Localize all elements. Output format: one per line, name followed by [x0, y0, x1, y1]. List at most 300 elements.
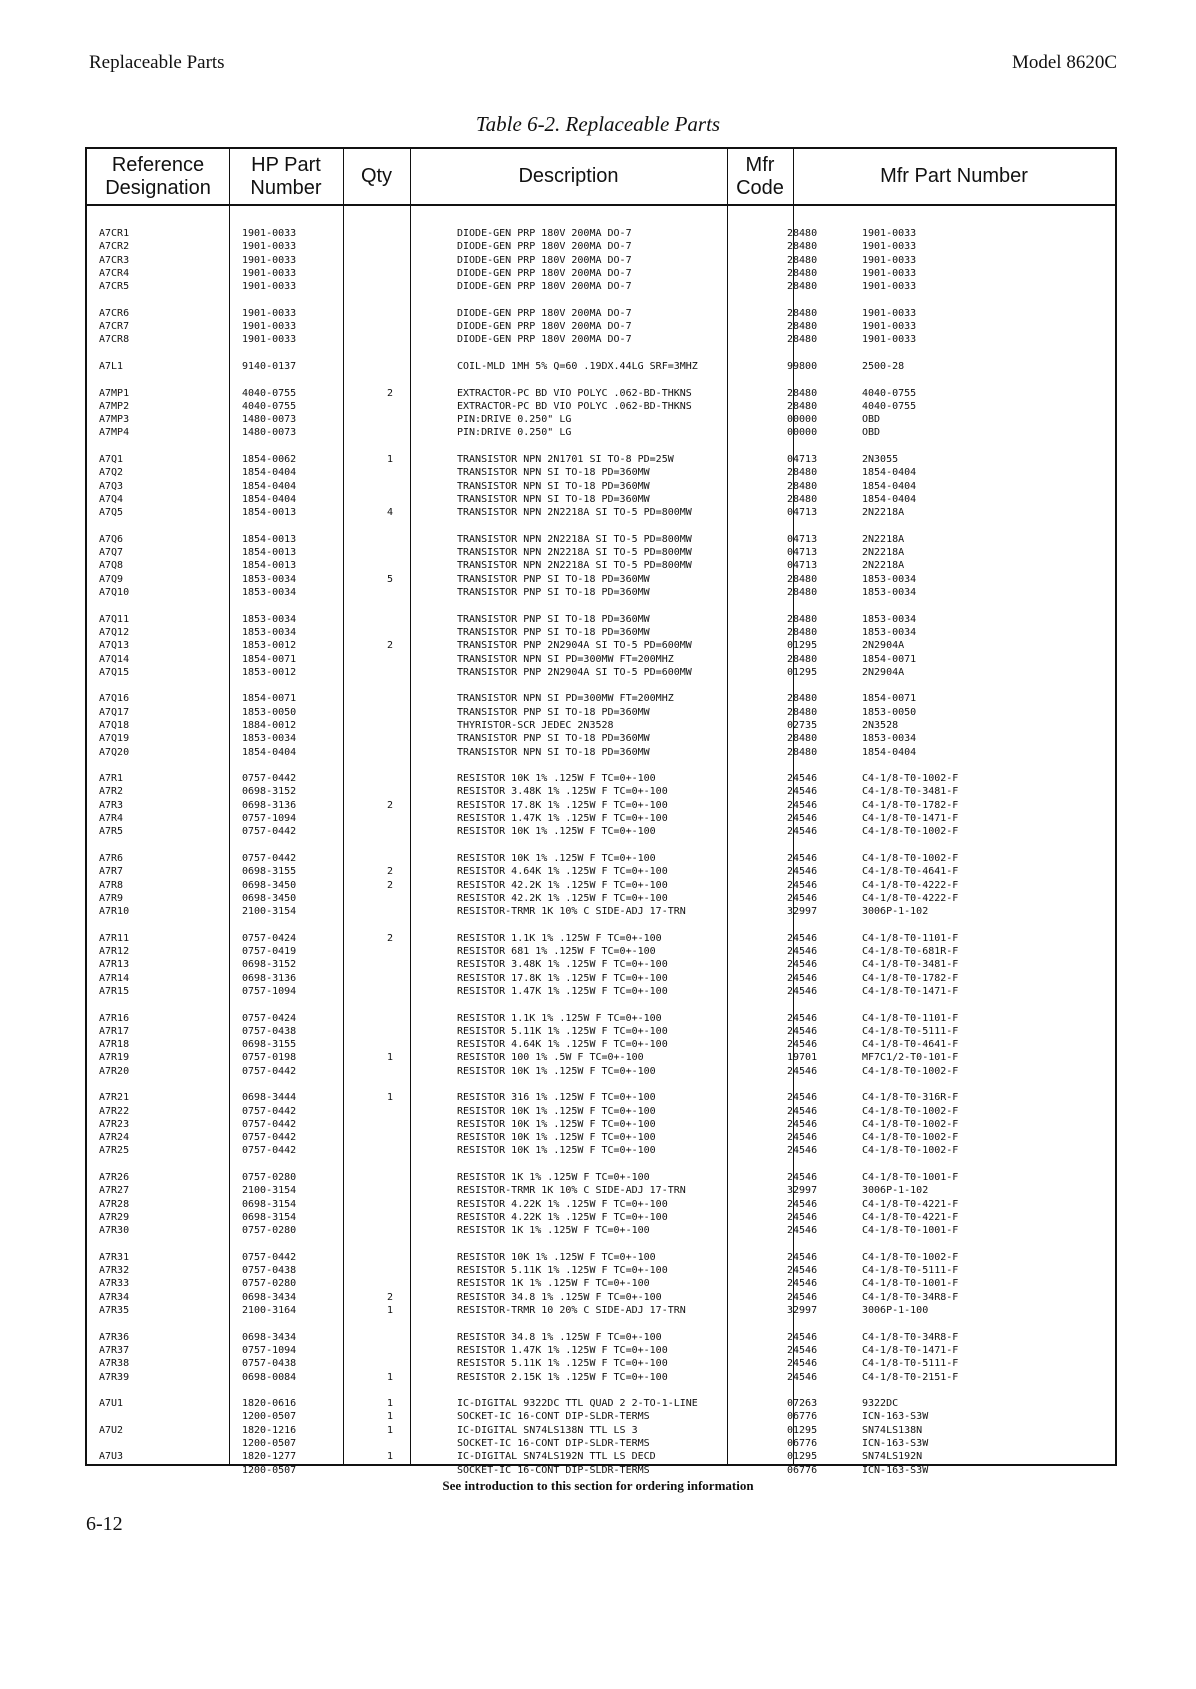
cell-mfr-part-number: 1853-0034 — [862, 626, 917, 638]
cell-hp-part: 0757-0419 — [242, 946, 297, 958]
row-group — [87, 533, 1115, 599]
cell-description: SOCKET-IC 16-CONT DIP-SLDR-TERMS — [457, 1411, 650, 1423]
cell-mfr-code: 24546 — [787, 985, 818, 997]
cell-hp-part: 0757-0280 — [242, 1172, 297, 1184]
cell-mfr-part-number: C4-1/8-T0-5111-F — [862, 1358, 959, 1370]
cell-hp-part: 1854-0071 — [242, 653, 297, 665]
cell-mfr-code: 24546 — [787, 866, 818, 878]
cell-mfr-part-number: 1901-0033 — [862, 321, 917, 333]
cell-hp-part: 0757-0280 — [242, 1225, 297, 1237]
cell-mfr-code: 04713 — [787, 454, 818, 466]
table-row — [87, 666, 1115, 679]
cell-mfr-part-number: 1901-0033 — [862, 254, 917, 266]
cell-reference: A7Q8 — [99, 560, 124, 572]
cell-hp-part: 1200-0507 — [242, 1464, 297, 1476]
row-group — [87, 1171, 1115, 1237]
cell-reference: A7R6 — [99, 852, 124, 864]
cell-mfr-code: 28480 — [787, 613, 818, 625]
cell-mfr-code: 24546 — [787, 1198, 818, 1210]
cell-mfr-code: 24546 — [787, 1265, 818, 1277]
cell-mfr-part-number: C4-1/8-T0-1001-F — [862, 1225, 959, 1237]
cell-hp-part: 0698-3450 — [242, 879, 297, 891]
cell-mfr-code: 24546 — [787, 932, 818, 944]
cell-mfr-code: 24546 — [787, 1145, 818, 1157]
cell-qty: 2 — [387, 640, 394, 652]
cell-reference: A7R10 — [99, 906, 130, 918]
cell-description: DIODE-GEN PRP 180V 200MA DO-7 — [457, 254, 632, 266]
cell-description: RESISTOR 1K 1% .125W F TC=0+-100 — [457, 1172, 650, 1184]
cell-reference: A7Q7 — [99, 547, 124, 559]
col-header-mfr-code: Mfr Code — [736, 153, 784, 199]
cell-reference: A7R8 — [99, 879, 124, 891]
cell-mfr-code: 24546 — [787, 813, 818, 825]
cell-qty: 1 — [387, 1451, 394, 1463]
page-number: 6-12 — [86, 1513, 123, 1535]
cell-hp-part: 0757-0442 — [242, 773, 297, 785]
cell-hp-part: 1901-0033 — [242, 334, 297, 346]
cell-hp-part: 0757-0280 — [242, 1278, 297, 1290]
cell-mfr-code: 06776 — [787, 1438, 818, 1450]
table-row — [87, 1131, 1115, 1144]
cell-mfr-part-number: 1901-0033 — [862, 281, 917, 293]
cell-mfr-code: 28480 — [787, 334, 818, 346]
cell-hp-part: 1901-0033 — [242, 228, 297, 239]
cell-reference: A7Q20 — [99, 746, 130, 758]
cell-qty: 2 — [387, 799, 394, 811]
table-row — [87, 1198, 1115, 1211]
table-row — [87, 453, 1115, 466]
cell-reference: A7R35 — [99, 1305, 130, 1317]
table-row — [87, 746, 1115, 759]
cell-reference: A7CR1 — [99, 228, 130, 239]
cell-qty: 1 — [387, 1424, 394, 1436]
cell-reference: A7Q5 — [99, 507, 124, 519]
table-row — [87, 1264, 1115, 1277]
cell-hp-part: 1854-0404 — [242, 480, 297, 492]
cell-description: TRANSISTOR NPN SI TO-18 PD=360MW — [457, 746, 650, 758]
col-header-qty: Qty — [360, 165, 393, 187]
cell-mfr-part-number: C4-1/8-T0-34R8-F — [862, 1331, 959, 1343]
table-row — [87, 785, 1115, 798]
cell-qty: 2 — [387, 879, 394, 891]
cell-reference: A7R4 — [99, 813, 124, 825]
cell-description: DIODE-GEN PRP 180V 200MA DO-7 — [457, 228, 632, 239]
cell-hp-part: 0757-0442 — [242, 1065, 297, 1077]
cell-description: RESISTOR 17.8K 1% .125W F TC=0+-100 — [457, 972, 668, 984]
cell-mfr-code: 28480 — [787, 400, 818, 412]
table-row — [87, 719, 1115, 732]
cell-description: RESISTOR 34.8 1% .125W F TC=0+-100 — [457, 1331, 662, 1343]
table-row — [87, 1012, 1115, 1025]
cell-mfr-part-number: 1901-0033 — [862, 228, 917, 239]
cell-reference: A7R22 — [99, 1105, 130, 1117]
cell-hp-part: 1480-0073 — [242, 427, 297, 439]
cell-qty: 1 — [387, 1052, 394, 1064]
cell-hp-part: 0698-3154 — [242, 1211, 297, 1223]
cell-hp-part: 1901-0033 — [242, 267, 297, 279]
table-row — [87, 573, 1115, 586]
cell-description: DIODE-GEN PRP 180V 200MA DO-7 — [457, 281, 632, 293]
cell-hp-part: 1853-0034 — [242, 626, 297, 638]
table-row — [87, 1118, 1115, 1131]
cell-mfr-part-number: 2N2218A — [862, 507, 905, 519]
cell-mfr-part-number: 1854-0404 — [862, 746, 917, 758]
cell-reference: A7R12 — [99, 946, 130, 958]
table-row — [87, 1410, 1115, 1423]
table-row — [87, 1277, 1115, 1290]
cell-mfr-part-number: 2N3055 — [862, 454, 899, 466]
cell-reference: A7R21 — [99, 1092, 130, 1104]
cell-qty: 1 — [387, 1305, 394, 1317]
cell-description: RESISTOR 42.2K 1% .125W F TC=0+-100 — [457, 892, 668, 904]
cell-hp-part: 0698-3152 — [242, 959, 297, 971]
table-row — [87, 692, 1115, 705]
table-row — [87, 892, 1115, 905]
cell-reference: A7MP3 — [99, 414, 130, 426]
cell-reference: A7R38 — [99, 1358, 130, 1370]
cell-mfr-part-number: 3006P-1-102 — [862, 1185, 929, 1197]
cell-mfr-part-number: 1853-0034 — [862, 613, 917, 625]
cell-description: RESISTOR 1.47K 1% .125W F TC=0+-100 — [457, 985, 668, 997]
cell-reference: A7Q4 — [99, 493, 124, 505]
table-row — [87, 586, 1115, 599]
cell-mfr-code: 24546 — [787, 1344, 818, 1356]
cell-mfr-code: 24546 — [787, 1331, 818, 1343]
cell-mfr-code: 07263 — [787, 1398, 818, 1410]
cell-reference: A7Q14 — [99, 653, 130, 665]
table-row — [87, 945, 1115, 958]
cell-hp-part: 0698-3136 — [242, 799, 297, 811]
cell-hp-part: 0757-0438 — [242, 1265, 297, 1277]
cell-hp-part: 0698-3152 — [242, 786, 297, 798]
cell-description: RESISTOR 17.8K 1% .125W F TC=0+-100 — [457, 799, 668, 811]
cell-description: RESISTOR-TRMR 1K 10% C SIDE-ADJ 17-TRN — [457, 1185, 686, 1197]
cell-mfr-code: 24546 — [787, 1025, 818, 1037]
cell-hp-part: 1200-0507 — [242, 1411, 297, 1423]
cell-mfr-code: 28480 — [787, 241, 818, 253]
cell-description: TRANSISTOR NPN SI TO-18 PD=360MW — [457, 480, 650, 492]
header-divider — [87, 204, 1115, 206]
cell-description: TRANSISTOR NPN 2N1701 SI TO-8 PD=25W — [457, 454, 674, 466]
cell-description: TRANSISTOR NPN SI PD=300MW FT=200MHZ — [457, 693, 674, 705]
cell-mfr-part-number: C4-1/8-T0-4222-F — [862, 879, 959, 891]
table-row — [87, 400, 1115, 413]
cell-description: TRANSISTOR NPN 2N2218A SI TO-5 PD=800MW — [457, 507, 692, 519]
row-group — [87, 692, 1115, 758]
ordering-footnote: See introduction to this section for ordering information — [442, 1478, 754, 1493]
cell-mfr-part-number: 1854-0404 — [862, 467, 917, 479]
table-row — [87, 639, 1115, 652]
table-row — [87, 1065, 1115, 1078]
cell-mfr-part-number: C4-1/8-T0-1101-F — [862, 932, 959, 944]
cell-reference: A7R29 — [99, 1211, 130, 1223]
cell-hp-part: 1853-0034 — [242, 587, 297, 599]
table-row — [87, 772, 1115, 785]
cell-mfr-code: 00000 — [787, 427, 818, 439]
cell-hp-part: 0757-0442 — [242, 1132, 297, 1144]
cell-mfr-code: 00000 — [787, 414, 818, 426]
cell-mfr-code: 28480 — [787, 321, 818, 333]
cell-reference: A7Q19 — [99, 733, 130, 745]
table-row — [87, 1344, 1115, 1357]
cell-mfr-code: 24546 — [787, 1371, 818, 1383]
cell-qty: 1 — [387, 1398, 394, 1410]
cell-mfr-code: 28480 — [787, 480, 818, 492]
cell-mfr-part-number: C4-1/8-T0-1001-F — [862, 1172, 959, 1184]
row-group — [87, 387, 1115, 440]
table-row — [87, 812, 1115, 825]
cell-hp-part: 0698-3450 — [242, 892, 297, 904]
cell-reference: A7Q10 — [99, 587, 130, 599]
cell-mfr-code: 24546 — [787, 1225, 818, 1237]
cell-reference: A7Q12 — [99, 626, 130, 638]
cell-mfr-code: 28480 — [787, 587, 818, 599]
cell-hp-part: 1901-0033 — [242, 281, 297, 293]
cell-hp-part: 0757-0442 — [242, 826, 297, 838]
cell-reference: A7CR5 — [99, 281, 130, 293]
cell-description: SOCKET-IC 16-CONT DIP-SLDR-TERMS — [457, 1464, 650, 1476]
cell-hp-part: 1853-0050 — [242, 706, 297, 718]
cell-description: PIN:DRIVE 0.250" LG — [457, 414, 572, 426]
cell-mfr-part-number: C4-1/8-T0-1002-F — [862, 1145, 959, 1157]
cell-description: EXTRACTOR-PC BD VIO POLYC .062-BD-THKNS — [457, 400, 692, 412]
cell-hp-part: 0757-0424 — [242, 1012, 297, 1024]
row-group — [87, 1397, 1115, 1477]
cell-hp-part: 1853-0034 — [242, 733, 297, 745]
cell-reference: A7Q15 — [99, 666, 130, 678]
cell-description: IC-DIGITAL 9322DC TTL QUAD 2 2-TO-1-LINE — [457, 1398, 698, 1410]
table-row — [87, 1211, 1115, 1224]
cell-mfr-code: 24546 — [787, 879, 818, 891]
cell-mfr-part-number: 1853-0034 — [862, 587, 917, 599]
cell-reference: A7R11 — [99, 932, 130, 944]
cell-reference: A7R23 — [99, 1118, 130, 1130]
cell-mfr-code: 28480 — [787, 267, 818, 279]
cell-reference: A7R32 — [99, 1265, 130, 1277]
cell-qty: 1 — [387, 1411, 394, 1423]
cell-hp-part: 1853-0034 — [242, 573, 297, 585]
cell-description: RESISTOR 4.22K 1% .125W F TC=0+-100 — [457, 1198, 668, 1210]
cell-mfr-part-number: C4-1/8-T0-5111-F — [862, 1265, 959, 1277]
cell-mfr-part-number: C4-1/8-T0-34R8-F — [862, 1291, 959, 1303]
cell-mfr-part-number: 9322DC — [862, 1398, 899, 1410]
table-row — [87, 1171, 1115, 1184]
cell-description: DIODE-GEN PRP 180V 200MA DO-7 — [457, 307, 632, 319]
cell-mfr-part-number: 4040-0755 — [862, 400, 917, 412]
cell-description: RESISTOR 5.11K 1% .125W F TC=0+-100 — [457, 1265, 668, 1277]
cell-qty: 2 — [387, 866, 394, 878]
cell-description: RESISTOR 100 1% .5W F TC=0+-100 — [457, 1052, 644, 1064]
cell-description: RESISTOR 10K 1% .125W F TC=0+-100 — [457, 1132, 656, 1144]
cell-mfr-part-number: 3006P-1-100 — [862, 1305, 929, 1317]
cell-description: TRANSISTOR PNP SI TO-18 PD=360MW — [457, 587, 650, 599]
cell-reference: A7CR8 — [99, 334, 130, 346]
table-row — [87, 799, 1115, 812]
cell-mfr-part-number: C4-1/8-T0-1002-F — [862, 1065, 959, 1077]
cell-description: TRANSISTOR NPN 2N2218A SI TO-5 PD=800MW — [457, 560, 692, 572]
cell-description: TRANSISTOR PNP SI TO-18 PD=360MW — [457, 626, 650, 638]
cell-hp-part: 1854-0013 — [242, 533, 297, 545]
cell-mfr-part-number: 1901-0033 — [862, 334, 917, 346]
cell-mfr-part-number: OBD — [862, 427, 881, 439]
cell-hp-part: 1853-0012 — [242, 666, 297, 678]
cell-description: TRANSISTOR PNP SI TO-18 PD=360MW — [457, 706, 650, 718]
cell-reference: A7CR4 — [99, 267, 130, 279]
cell-reference: A7R33 — [99, 1278, 130, 1290]
cell-hp-part: 0698-3434 — [242, 1291, 297, 1303]
cell-mfr-code: 04713 — [787, 547, 818, 559]
running-header-left: Replaceable Parts — [89, 52, 225, 73]
cell-description: IC-DIGITAL SN74LS192N TTL LS DECD — [457, 1451, 656, 1463]
cell-qty: 1 — [387, 1371, 394, 1383]
cell-hp-part: 4040-0755 — [242, 387, 297, 399]
table-row — [87, 1251, 1115, 1264]
table-row — [87, 320, 1115, 333]
cell-reference: A7Q2 — [99, 467, 124, 479]
table-row — [87, 307, 1115, 320]
cell-mfr-part-number: C4-1/8-T0-1471-F — [862, 985, 959, 997]
cell-reference: A7R14 — [99, 972, 130, 984]
table-row — [87, 1144, 1115, 1157]
cell-hp-part: 2100-3154 — [242, 906, 297, 918]
cell-mfr-part-number: C4-1/8-T0-4221-F — [862, 1198, 959, 1210]
cell-description: RESISTOR 681 1% .125W F TC=0+-100 — [457, 946, 656, 958]
cell-description: RESISTOR 1.1K 1% .125W F TC=0+-100 — [457, 932, 662, 944]
cell-hp-part: 4040-0755 — [242, 400, 297, 412]
cell-mfr-code: 24546 — [787, 1251, 818, 1263]
cell-reference: A7U1 — [99, 1398, 124, 1410]
table-row — [87, 732, 1115, 745]
cell-mfr-part-number: 1854-0071 — [862, 653, 917, 665]
table-row — [87, 706, 1115, 719]
cell-description: PIN:DRIVE 0.250" LG — [457, 427, 572, 439]
cell-description: TRANSISTOR PNP SI TO-18 PD=360MW — [457, 733, 650, 745]
cell-mfr-code: 02735 — [787, 719, 818, 731]
cell-description: SOCKET-IC 16-CONT DIP-SLDR-TERMS — [457, 1438, 650, 1450]
cell-reference: A7MP2 — [99, 400, 130, 412]
cell-description: RESISTOR 10K 1% .125W F TC=0+-100 — [457, 773, 656, 785]
cell-qty: 2 — [387, 1291, 394, 1303]
cell-mfr-part-number: 1853-0034 — [862, 573, 917, 585]
table-row — [87, 1464, 1115, 1477]
cell-mfr-code: 24546 — [787, 1105, 818, 1117]
cell-mfr-part-number: 2500-28 — [862, 360, 905, 372]
cell-reference: A7Q6 — [99, 533, 124, 545]
cell-description: RESISTOR 1.47K 1% .125W F TC=0+-100 — [457, 1344, 668, 1356]
cell-description: DIODE-GEN PRP 180V 200MA DO-7 — [457, 321, 632, 333]
cell-reference: A7R28 — [99, 1198, 130, 1210]
cell-mfr-code: 24546 — [787, 946, 818, 958]
table-row — [87, 1091, 1115, 1104]
cell-mfr-part-number: 1853-0050 — [862, 706, 917, 718]
cell-reference: A7MP4 — [99, 427, 130, 439]
table-row — [87, 426, 1115, 439]
cell-mfr-code: 24546 — [787, 892, 818, 904]
cell-hp-part: 0698-3154 — [242, 1198, 297, 1210]
cell-reference: A7R36 — [99, 1331, 130, 1343]
table-row — [87, 254, 1115, 267]
cell-description: RESISTOR 1K 1% .125W F TC=0+-100 — [457, 1278, 650, 1290]
cell-mfr-code: 04713 — [787, 533, 818, 545]
cell-reference: A7R19 — [99, 1052, 130, 1064]
cell-qty: 1 — [387, 454, 394, 466]
cell-mfr-code: 28480 — [787, 626, 818, 638]
cell-qty: 5 — [387, 573, 394, 585]
cell-mfr-code: 06776 — [787, 1411, 818, 1423]
cell-reference: A7R15 — [99, 985, 130, 997]
cell-mfr-part-number: C4-1/8-T0-3481-F — [862, 786, 959, 798]
cell-mfr-code: 24546 — [787, 1291, 818, 1303]
cell-description: RESISTOR 10K 1% .125W F TC=0+-100 — [457, 1065, 656, 1077]
cell-mfr-code: 24546 — [787, 1172, 818, 1184]
cell-reference: A7U3 — [99, 1451, 124, 1463]
cell-hp-part: 0757-0442 — [242, 1145, 297, 1157]
cell-mfr-part-number: 2N3528 — [862, 719, 899, 731]
cell-mfr-part-number: OBD — [862, 414, 881, 426]
row-group — [87, 1251, 1115, 1317]
table-row — [87, 1331, 1115, 1344]
cell-reference: A7R7 — [99, 866, 124, 878]
cell-hp-part: 1820-1216 — [242, 1424, 297, 1436]
cell-mfr-part-number: MF7C1/2-T0-101-F — [862, 1052, 959, 1064]
cell-reference: A7L1 — [99, 360, 124, 372]
col-header-reference: Reference Designation — [105, 153, 211, 199]
row-group — [87, 852, 1115, 918]
cell-description: TRANSISTOR NPN SI TO-18 PD=360MW — [457, 493, 650, 505]
cell-hp-part: 0757-0442 — [242, 1251, 297, 1263]
cell-mfr-part-number: C4-1/8-T0-1002-F — [862, 1132, 959, 1144]
cell-reference: A7R18 — [99, 1039, 130, 1051]
cell-description: RESISTOR 2.15K 1% .125W F TC=0+-100 — [457, 1371, 668, 1383]
cell-mfr-part-number: C4-1/8-T0-681R-F — [862, 946, 959, 958]
cell-mfr-part-number: C4-1/8-T0-4641-F — [862, 866, 959, 878]
cell-mfr-part-number: 4040-0755 — [862, 387, 917, 399]
row-group — [87, 307, 1115, 347]
cell-reference: A7R25 — [99, 1145, 130, 1157]
cell-mfr-code: 01295 — [787, 1451, 818, 1463]
cell-mfr-code: 24546 — [787, 1092, 818, 1104]
cell-mfr-part-number: 1854-0071 — [862, 693, 917, 705]
cell-mfr-code: 24546 — [787, 1211, 818, 1223]
cell-hp-part: 0757-0442 — [242, 1118, 297, 1130]
cell-mfr-part-number: C4-1/8-T0-4641-F — [862, 1039, 959, 1051]
cell-mfr-part-number: 3006P-1-102 — [862, 906, 929, 918]
cell-mfr-part-number: C4-1/8-T0-1101-F — [862, 1012, 959, 1024]
cell-description: RESISTOR 316 1% .125W F TC=0+-100 — [457, 1092, 656, 1104]
cell-mfr-part-number: 1901-0033 — [862, 307, 917, 319]
row-group — [87, 1331, 1115, 1384]
cell-hp-part: 1854-0013 — [242, 560, 297, 572]
cell-reference: A7R17 — [99, 1025, 130, 1037]
cell-hp-part: 0757-0442 — [242, 852, 297, 864]
cell-mfr-part-number: C4-1/8-T0-3481-F — [862, 959, 959, 971]
cell-mfr-code: 24546 — [787, 959, 818, 971]
cell-reference: A7Q1 — [99, 454, 124, 466]
cell-description: TRANSISTOR NPN SI PD=300MW FT=200MHZ — [457, 653, 674, 665]
table-row — [87, 932, 1115, 945]
cell-hp-part: 0698-0084 — [242, 1371, 297, 1383]
cell-mfr-code: 28480 — [787, 733, 818, 745]
cell-description: RESISTOR 10K 1% .125W F TC=0+-100 — [457, 1105, 656, 1117]
cell-mfr-code: 24546 — [787, 1132, 818, 1144]
cell-description: RESISTOR 5.11K 1% .125W F TC=0+-100 — [457, 1358, 668, 1370]
cell-mfr-code: 24546 — [787, 1012, 818, 1024]
cell-description: RESISTOR 4.64K 1% .125W F TC=0+-100 — [457, 866, 668, 878]
cell-description: TRANSISTOR NPN 2N2218A SI TO-5 PD=800MW — [457, 533, 692, 545]
cell-hp-part: 1853-0034 — [242, 613, 297, 625]
cell-reference: A7U2 — [99, 1424, 124, 1436]
cell-hp-part: 0757-0442 — [242, 1105, 297, 1117]
